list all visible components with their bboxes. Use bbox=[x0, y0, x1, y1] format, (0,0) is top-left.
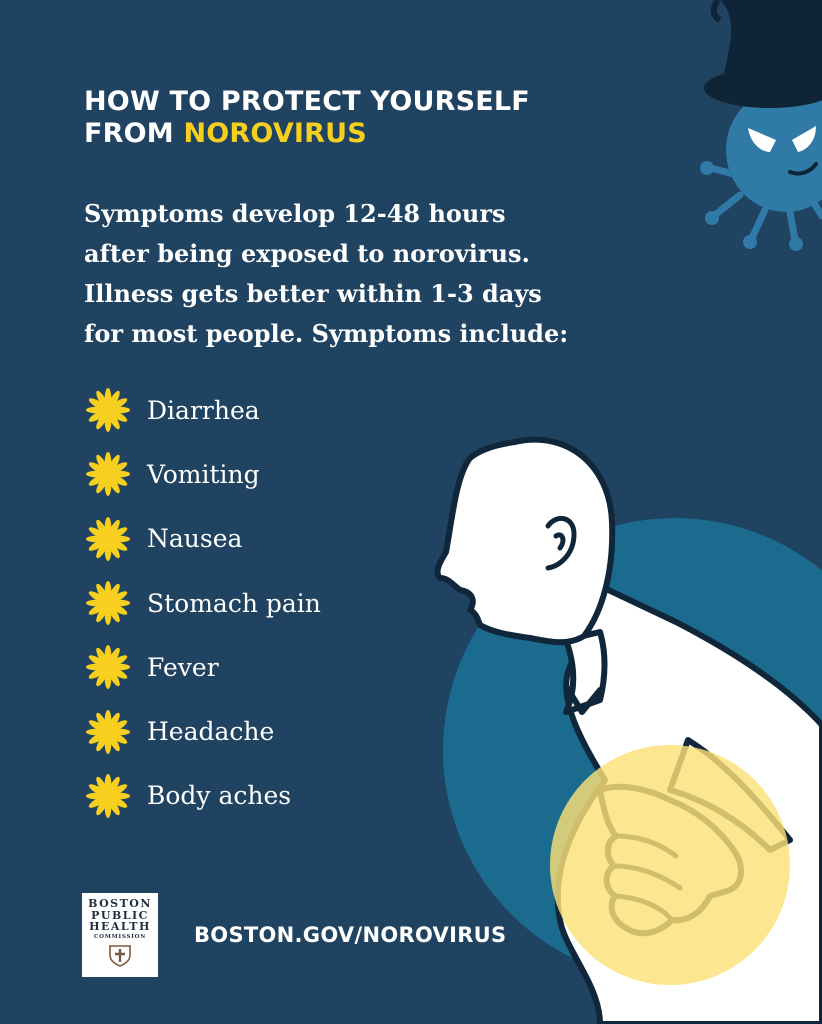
yellow-starburst-icon bbox=[84, 643, 132, 691]
logo-line: HEALTH bbox=[89, 920, 151, 933]
intro-line: for most people. Symptoms include: bbox=[84, 319, 569, 348]
shield-cross-icon bbox=[107, 943, 133, 967]
title-highlight-norovirus: NOROVIRUS bbox=[183, 118, 367, 149]
person-head bbox=[438, 440, 613, 643]
symptom-list bbox=[84, 378, 321, 828]
symptom-label: Nausea bbox=[147, 524, 243, 554]
yellow-starburst-icon bbox=[84, 450, 132, 498]
logo-line: PUBLIC bbox=[91, 908, 149, 922]
witch-hat-virus-icon bbox=[700, 0, 822, 251]
symptom-label: Headache bbox=[147, 717, 275, 747]
yellow-starburst-icon bbox=[84, 579, 132, 627]
yellow-starburst-icon bbox=[84, 708, 132, 756]
boston-public-health-logo bbox=[82, 893, 158, 977]
symptom-label: Stomach pain bbox=[147, 588, 321, 618]
list-item bbox=[84, 507, 321, 571]
intro-paragraph bbox=[84, 194, 644, 354]
website-url: BOSTON.GOV/NOROVIRUS bbox=[194, 923, 507, 947]
intro-line: Symptoms develop 12-48 hours bbox=[84, 199, 506, 228]
list-item bbox=[84, 378, 321, 442]
page-title bbox=[84, 86, 530, 150]
yellow-starburst-icon bbox=[84, 515, 132, 563]
symptom-label: Fever bbox=[147, 652, 219, 682]
list-item bbox=[84, 571, 321, 635]
list-item bbox=[84, 442, 321, 506]
list-item bbox=[84, 635, 321, 699]
logo-line: BOSTON bbox=[88, 897, 152, 910]
yellow-starburst-icon bbox=[84, 386, 132, 434]
title-line-1: HOW TO PROTECT YOURSELF bbox=[84, 86, 530, 117]
symptom-label: Diarrhea bbox=[147, 395, 260, 425]
symptom-label: Vomiting bbox=[147, 459, 260, 489]
list-item bbox=[84, 764, 321, 828]
logo-subline: COMMISSION bbox=[93, 933, 147, 940]
intro-line: Illness gets better within 1-3 days bbox=[84, 279, 542, 308]
title-line-2-prefix: FROM bbox=[84, 118, 184, 149]
intro-line: after being exposed to norovirus. bbox=[84, 239, 530, 268]
list-item bbox=[84, 699, 321, 763]
symptom-label: Body aches bbox=[147, 781, 292, 811]
stomach-pain-highlight bbox=[550, 745, 790, 985]
yellow-starburst-icon bbox=[84, 772, 132, 820]
